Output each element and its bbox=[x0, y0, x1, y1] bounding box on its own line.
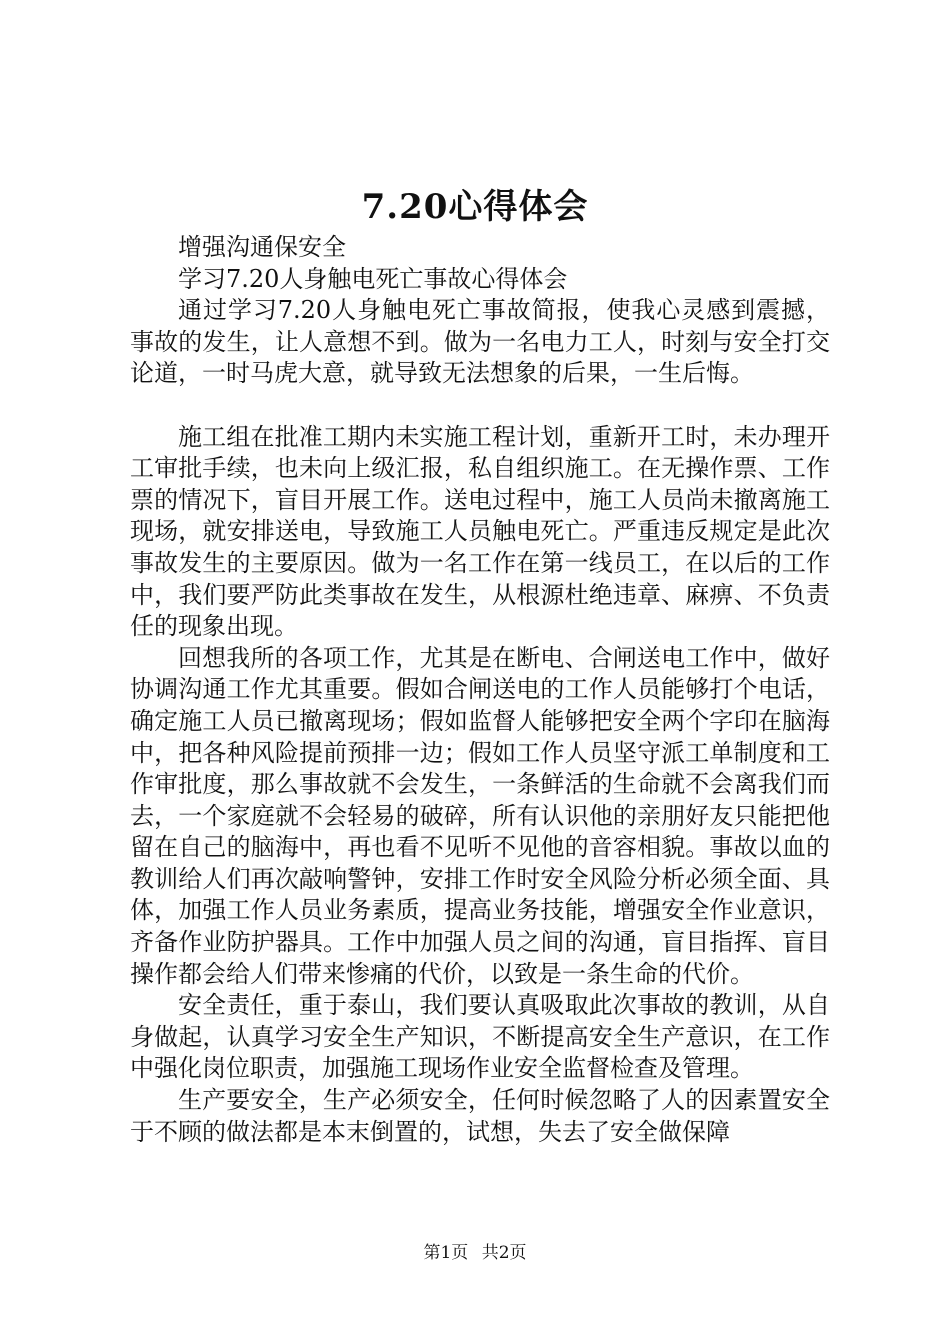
heading-paragraph: 学习7.20人身触电死亡事故心得体会 bbox=[178, 264, 568, 293]
body-paragraph: 安全责任，重于泰山，我们要认真吸取此次事故的教训，从自身做起，认真学习安全生产知识，不断提高安全生产意识，在工作中强化岗位职责，加强施工现场作业安全监督检查及管理。 bbox=[130, 991, 830, 1083]
page-number: 第1页 bbox=[423, 1243, 469, 1263]
body-paragraph: 回想我所的各项工作，尤其是在断电、合闸送电工作中，做好协调沟通工作尤其重要。假如合闸送电的工作人员能够打个电话，确定施工人员已撤离现场；假如监督人能够把安全两个字印在脑海中，把各种风险提前预排一边；假如工作人员坚守派工单制度和工作审批度，那么事故就不会发生，一条鲜活的生命就不会离我们而去，一个家庭就不会轻易的破碎，所有认识他的亲朋好友只能把他留在自己的脑海中，再也看不见听不见他的音容相貌。事故以血的教训给人们再次敲响警钟，安排工作时安全风险分析必须全面、具体，加强工作人员业务素质，提高业务技能，增强安全作业意识，齐备作业防护器具。工作中加强人员之间的沟通，盲目指挥、盲目操作都会给人们带来惨痛的代价，以致是一条生命的代价。 bbox=[130, 643, 830, 988]
body-paragraph: 通过学习7.20人身触电死亡事故简报，使我心灵感到震撼，事故的发生，让人意想不到。做为一名电力工人，时刻与安全打交论道，一时马虎大意，就导致无法想象的后果，一生后悔。 bbox=[130, 296, 830, 388]
page-footer bbox=[0, 1241, 950, 1265]
document-body bbox=[130, 232, 830, 1148]
document-title: 7.20心得体会 bbox=[361, 187, 589, 227]
body-paragraph: 施工组在批准工期内未实施工程计划，重新开工时，未办理开工审批手续，也未向上级汇报，私自组织施工。在无操作票、工作票的情况下，盲目开展工作。送电过程中，施工人员尚未撤离施工现场，就安排送电，导致施工人员触电死亡。严重违反规定是此次事故发生的主要原因。做为一名工作在第一线员工，在以后的工作中，我们要严防此类事故在发生，从根源杜绝违章、麻痹、不负责任的现象出现。 bbox=[130, 422, 830, 641]
body-paragraph: 生产要安全，生产必须安全，任何时候忽略了人的因素置安全于不顾的做法都是本末倒置的，试想，失去了安全做保障 bbox=[130, 1086, 830, 1146]
page-total: 共2页 bbox=[481, 1243, 527, 1263]
subtitle-paragraph: 增强沟通保安全 bbox=[178, 233, 346, 261]
